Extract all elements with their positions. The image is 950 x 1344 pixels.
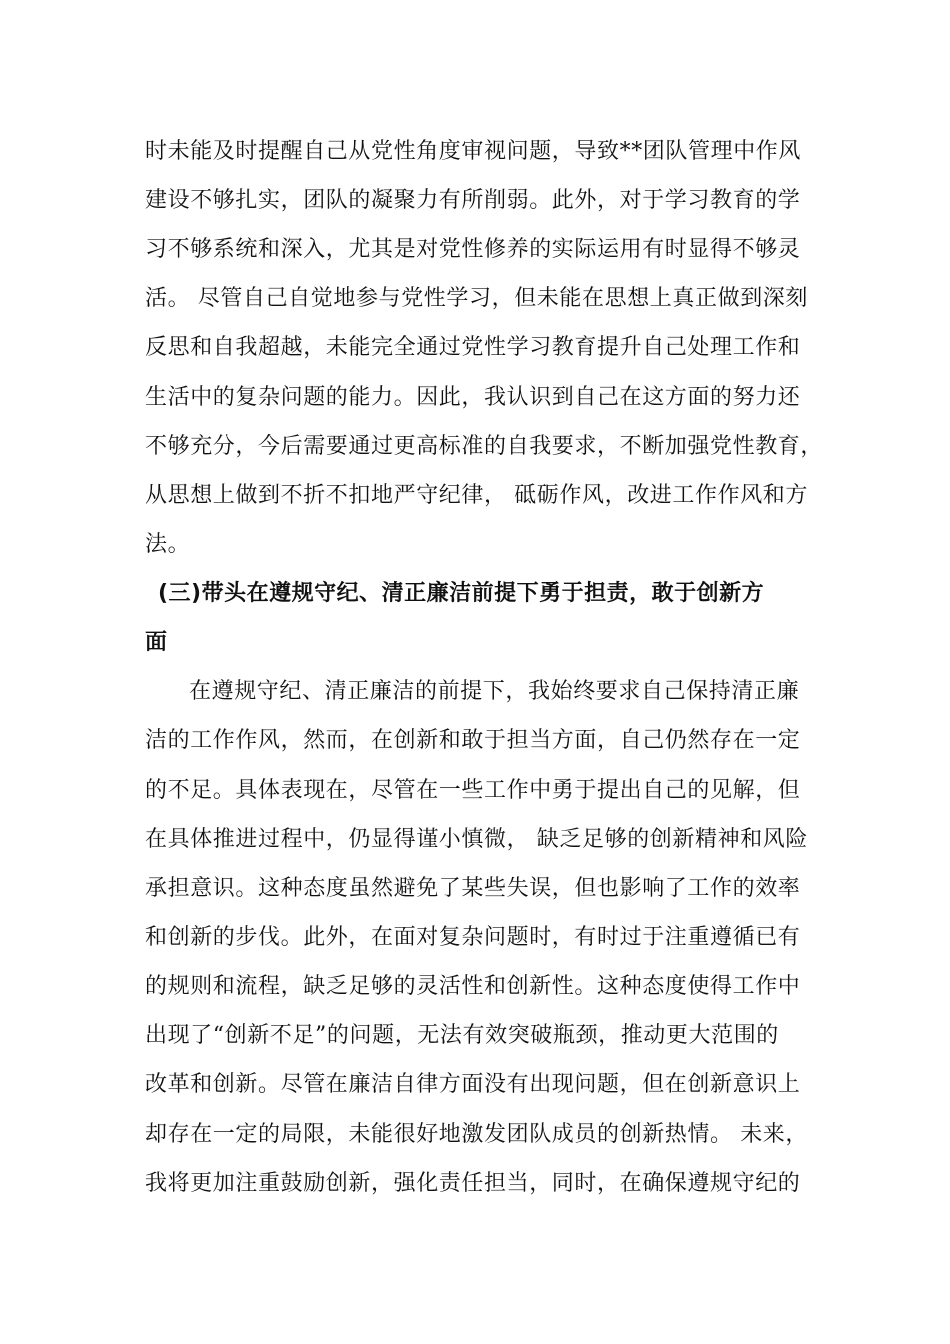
paragraph-2-line-7: 的规则和流程，缺乏足够的灵活性和创新性。这种态度使得工作中 — [145, 974, 801, 999]
section-heading-3-line-1: (三)带头在遵规守纪、清正廉洁前提下勇于担责，敢于创新方 — [158, 581, 765, 606]
paragraph-2-line-4: 在具体推进过程中，仍显得谨小慎微， 缺乏足够的创新精神和风险 — [145, 827, 808, 852]
paragraph-1-line-1: 时未能及时提醒自己从党性角度审视问题，导致**团队管理中作风 — [145, 139, 802, 164]
paragraph-1-line-6: 生活中的复杂问题的能力。因此，我认识到自己在这方面的努力还 — [145, 385, 801, 410]
paragraph-1-line-8: 从思想上做到不折不扣地严守纪律， 砥砺作风，改进工作作风和方 — [145, 483, 808, 508]
paragraph-2-line-1: 在遵规守纪、清正廉洁的前提下，我始终要求自己保持清正廉 — [189, 679, 800, 704]
paragraph-2-line-2: 洁的工作作风，然而，在创新和敢于担当方面，自己仍然存在一定 — [145, 728, 801, 753]
paragraph-2-line-9: 改革和创新。尽管在廉洁自律方面没有出现问题，但在创新意识上 — [145, 1072, 801, 1097]
paragraph-2-line-10: 却存在一定的局限，未能很好地激发团队成员的创新热情。 未来， — [145, 1122, 808, 1147]
paragraph-1-line-5: 反思和自我超越，未能完全通过党性学习教育提升自己处理工作和 — [145, 335, 801, 360]
paragraph-2-line-11: 我将更加注重鼓励创新，强化责任担当，同时，在确保遵规守纪的 — [145, 1171, 801, 1196]
paragraph-2-line-8: 出现了“创新不足”的问题，无法有效突破瓶颈，推动更大范围的 — [145, 1023, 779, 1048]
paragraph-2-line-3: 的不足。具体表现在，尽管在一些工作中勇于提出自己的见解，但 — [145, 778, 801, 803]
paragraph-1-line-4: 活。 尽管自己自觉地参与党性学习，但未能在思想上真正做到深刻 — [145, 286, 808, 311]
paragraph-1-line-2: 建设不够扎实，团队的凝聚力有所削弱。此外，对于学习教育的学 — [145, 188, 801, 213]
paragraph-1-line-3: 习不够系统和深入，尤其是对党性修养的实际运用有时显得不够灵 — [145, 237, 801, 262]
paragraph-1-line-9: 法。 — [145, 532, 191, 557]
paragraph-2-line-6: 和创新的步伐。此外，在面对复杂问题时，有时过于注重遵循已有 — [145, 925, 801, 950]
section-heading-3-line-2: 面 — [145, 630, 168, 655]
paragraph-2-line-5: 承担意识。这种态度虽然避免了某些失误，但也影响了工作的效率 — [145, 876, 801, 901]
paragraph-1-line-7: 不够充分，今后需要通过更高标准的自我要求，不断加强党性教育， — [145, 434, 824, 459]
